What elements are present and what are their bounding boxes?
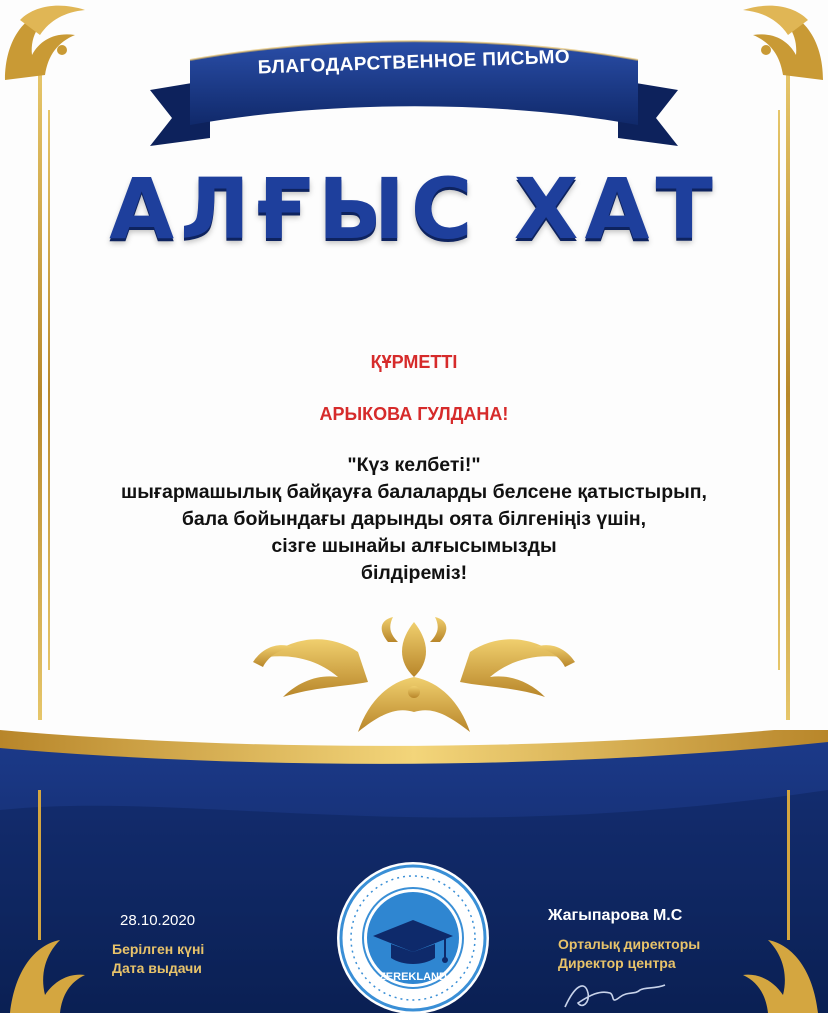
organization-seal-icon bbox=[333, 858, 493, 1013]
issue-date-label bbox=[112, 940, 204, 978]
message-line: сізге шынайы алғысымызды bbox=[271, 535, 557, 557]
top-left-corner-ornament-icon bbox=[0, 0, 110, 90]
signer-role-ru: Директор центра bbox=[558, 955, 676, 971]
title-ribbon-icon bbox=[150, 20, 678, 150]
signature-icon bbox=[560, 975, 670, 1013]
top-right-corner-ornament-icon bbox=[718, 0, 828, 90]
date-label-ru: Дата выдачи bbox=[112, 960, 202, 976]
message-body bbox=[60, 452, 768, 587]
signer-role-kz: Орталық директоры bbox=[558, 936, 701, 952]
page-title: АЛҒЫС ХАТ bbox=[109, 160, 719, 258]
signer-role bbox=[558, 935, 700, 973]
greeting-text: ҚҰРМЕТТІ bbox=[370, 352, 458, 372]
ribbon-label: БЛАГОДАРСТВЕННОЕ ПИСЬМО bbox=[257, 46, 571, 79]
seal-brand: ZEREKLAND bbox=[379, 971, 447, 983]
gold-ornament-icon bbox=[248, 612, 580, 742]
signer-name: Жагыпарова М.С bbox=[548, 907, 683, 924]
issue-date: 28.10.2020 bbox=[120, 912, 196, 929]
recipient-name: АРЫКОВА ГУЛДАНА! bbox=[319, 404, 509, 424]
message-line: шығармашылық байқауға балаларды белсене қатыстырып, bbox=[121, 481, 707, 503]
message-line: "Күз келбеті!" bbox=[347, 454, 481, 476]
message-line: бала бойындағы дарынды оята білгеніңіз үшін, bbox=[181, 508, 647, 530]
date-label-kz: Берілген күні bbox=[112, 941, 205, 957]
message-line: білдіреміз! bbox=[360, 562, 468, 584]
